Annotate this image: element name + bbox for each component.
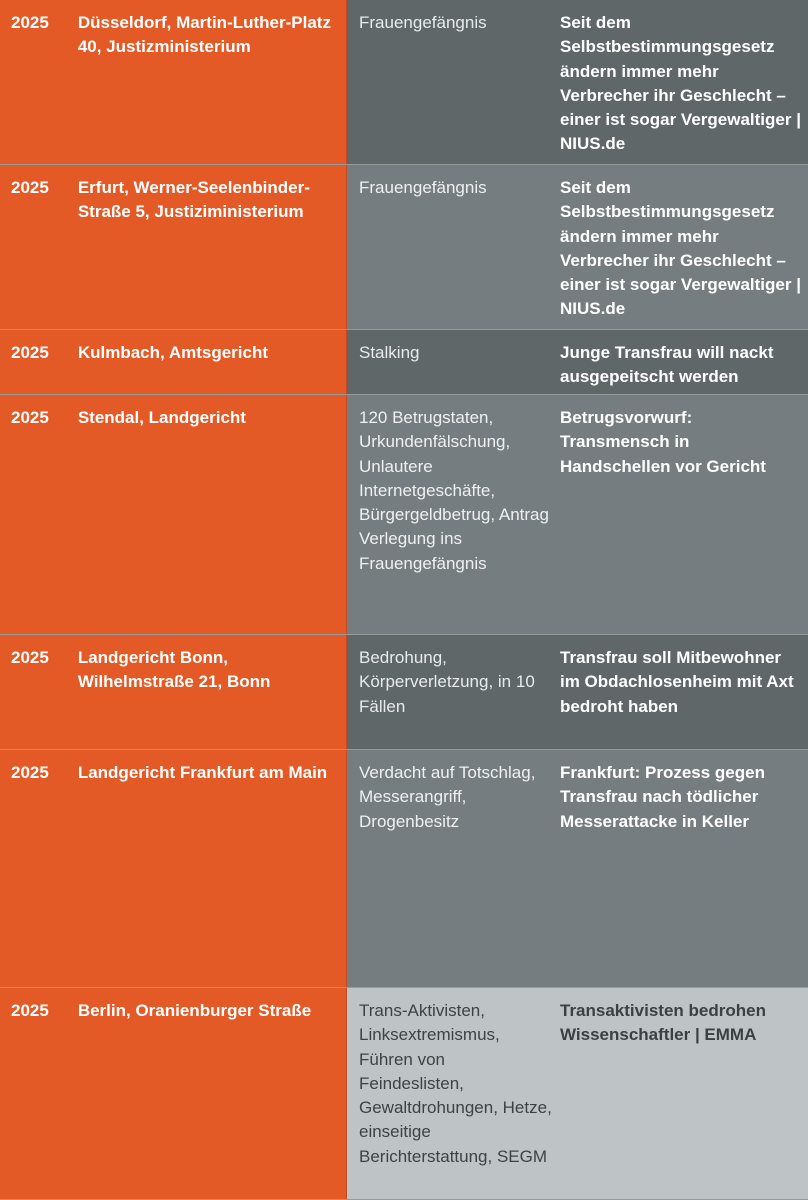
year-cell: 2025	[11, 408, 49, 427]
place-cell: Berlin, Oranienburger Straße	[77, 1001, 312, 1020]
year-cell: 2025	[11, 13, 49, 32]
row-left-cell	[0, 330, 347, 394]
place-cell: Landgericht Bonn, Wilhelmstraße 21, Bonn	[77, 648, 271, 692]
table-row	[0, 635, 808, 750]
row-right-cell	[347, 750, 808, 987]
row-right-cell	[347, 988, 808, 1199]
row-left-cell	[0, 395, 347, 634]
year-cell: 2025	[11, 1001, 49, 1020]
headline-link[interactable]: Seit dem Selbstbestimmungsgesetz ändern immer mehr Verbrecher ihr Geschlecht – einer ist sogar Vergewaltiger | NIUS.de	[560, 178, 801, 319]
table-row	[0, 395, 808, 635]
year-cell: 2025	[11, 178, 49, 197]
row-right-cell	[347, 635, 808, 749]
place-cell: Düsseldorf, Martin-Luther-Platz 40, Justizministerium	[77, 13, 331, 57]
row-right-cell	[347, 0, 808, 164]
row-right-cell	[347, 395, 808, 634]
headline-link[interactable]: Seit dem Selbstbestimmungsgesetz ändern immer mehr Verbrecher ihr Geschlecht – einer ist sogar Vergewaltiger | NIUS.de	[560, 13, 801, 154]
headline-link[interactable]: Junge Transfrau will nackt ausgepeitscht werden	[560, 343, 774, 387]
charge-cell: Frauengefängnis	[359, 13, 487, 32]
row-left-cell	[0, 165, 347, 329]
table-row	[0, 0, 808, 165]
place-cell: Kulmbach, Amtsgericht	[77, 343, 269, 362]
charge-cell: 120 Betrugstaten, Urkundenfälschung, Unlautere Internetgeschäfte, Bürgergeldbetrug, Antrag Verlegung ins Frauengefängnis	[359, 408, 549, 573]
charge-cell: Bedrohung, Körperverletzung, in 10 Fällen	[359, 648, 535, 716]
place-cell: Landgericht Frankfurt am Main	[77, 763, 328, 782]
row-right-cell	[347, 165, 808, 329]
year-cell: 2025	[11, 763, 49, 782]
row-left-cell	[0, 750, 347, 987]
headline-link[interactable]: Transaktivisten bedrohen Wissenschaftler | EMMA	[560, 1001, 766, 1045]
year-cell: 2025	[11, 343, 49, 362]
place-cell: Stendal, Landgericht	[77, 408, 246, 427]
charge-cell: Verdacht auf Totschlag, Messerangriff, Drogenbesitz	[359, 763, 536, 831]
charge-cell: Stalking	[359, 343, 420, 362]
year-cell: 2025	[11, 648, 49, 667]
table-row	[0, 988, 808, 1200]
headline-link[interactable]: Betrugsvorwurf: Transmensch in Handschellen vor Gericht	[560, 408, 766, 476]
table-row	[0, 165, 808, 330]
table-row	[0, 330, 808, 395]
table-row	[0, 750, 808, 988]
headline-link[interactable]: Transfrau soll Mitbewohner im Obdachlosenheim mit Axt bedroht haben	[560, 648, 794, 716]
headline-link[interactable]: Frankfurt: Prozess gegen Transfrau nach tödlicher Messerattacke in Keller	[560, 763, 765, 831]
charge-cell: Frauengefängnis	[359, 178, 487, 197]
row-right-cell	[347, 330, 808, 394]
row-left-cell	[0, 988, 347, 1199]
place-cell: Erfurt, Werner-Seelenbinder-Straße 5, Justiziministerium	[77, 178, 310, 222]
row-left-cell	[0, 635, 347, 749]
row-left-cell	[0, 0, 347, 164]
charge-cell: Trans-Aktivisten, Linksextremismus, Führen von Feindeslisten, Gewaltdrohungen, Hetze, einseitige Berichterstattung, SEGM	[359, 1001, 552, 1166]
